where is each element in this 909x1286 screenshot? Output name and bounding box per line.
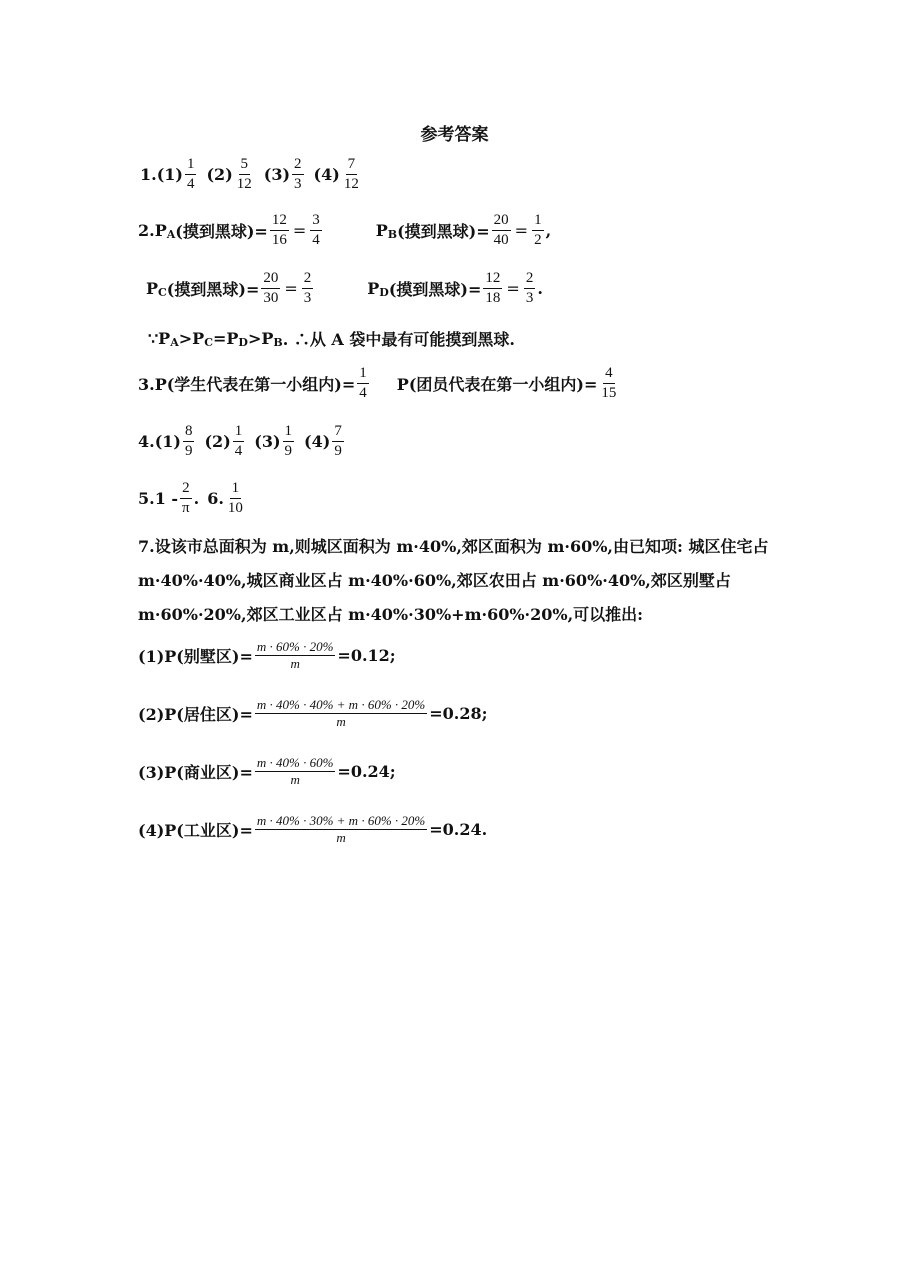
fraction: $\frac{2}{3}$ [525,270,534,306]
fraction: $\frac{3}{4}$ [312,212,320,248]
answer-2-conclusion: ∵P A >P C =P D >P B . ∴从 A 袋中最有可能摸到黑球. [148,329,515,349]
fraction: $\frac{1}{10}$ [227,480,243,516]
answer-1-part-3-label: (3) [263,164,291,184]
answer-7-part-1: (1)P(别墅区)= $\frac{m \cdot 60\% \cdot 20\%}{m}$ =0.12; [138,639,396,672]
fraction: $\frac{1}{4}$ [359,365,367,401]
page-title: 参考答案 [420,125,489,145]
fraction: $\frac{2}{\pi}$ [182,480,190,516]
fraction: $\frac{m \cdot 60\% \cdot 20\%}{m}$ [256,639,334,672]
answer-7-part-3: (3)P(商业区)= $\frac{m \cdot 40\% \cdot 60\%}{m}$ =0.24; [138,755,396,788]
fraction: $\frac{7}{12}$ [343,156,359,192]
fraction: $\frac{2}{3}$ [294,156,302,192]
fraction: $\frac{1}{4}$ [186,156,195,192]
answer-7-part-4: (4)P(工业区)= $\frac{m \cdot 40\% \cdot 30\% + m \cdot 60\% \cdot 20\%}{m}$ =0.24. [138,813,488,846]
fraction: $\frac{m \cdot 40\% \cdot 60\%}{m}$ [256,755,334,788]
fraction: $\frac{1}{4}$ [234,423,243,459]
fraction: $\frac{7}{9}$ [334,423,342,459]
fraction: $\frac{20}{30}$ [263,270,279,306]
answer-7-part-2: (2)P(居住区)= $\frac{m \cdot 40\% \cdot 40\% + m \cdot 60\% \cdot 20\%}{m}$ =0.28; [138,697,488,730]
answer-2-line-2: P C (摸到黑球)= $\frac{20}{30}$ = $\frac{2}{3}$ P D (摸到黑球)= $\frac{12}{18}$ = $\frac{2}{3}$ . [146,270,543,306]
fraction: $\frac{12}{18}$ [485,270,501,306]
answer-1-part-2-label: (2) [206,164,233,184]
fraction: $\frac{m \cdot 40\% \cdot 40\% + m \cdot 60\% \cdot 20\%}{m}$ [256,697,426,730]
answer-1-part-1-label: 1.(1) [140,164,183,184]
answer-5-6: 5.1 - $\frac{2}{\pi}$ . 6. $\frac{1}{10}$ [138,480,243,516]
answer-2-line-1: 2.P A (摸到黑球)= $\frac{12}{16}$ = $\frac{3}{4}$ P B (摸到黑球)= $\frac{20}{40}$ = $\frac{1}{2}$ , [138,212,552,248]
fraction: $\frac{4}{15}$ [601,365,617,401]
answer-1 [140,156,363,192]
fraction: $\frac{20}{40}$ [493,212,509,248]
answer-1-part-4-label: (4) [313,164,340,184]
fraction: $\frac{1}{2}$ [534,212,542,248]
fraction: $\frac{1}{9}$ [284,423,293,459]
answer-7-intro: 7.设该市总面积为 m,则城区面积为 m·40%,郊区面积为 m·60%,由已知项: 城区住宅占 m·40%·40%,城区商业区占 m·40%·60%,郊区农田占 m·60%·40%,郊区别墅占 m·60%·20%,郊区工业区占 m·40%·30%+m·60%·20%,可以推出: [138,537,769,624]
fraction: $\frac{8}{9}$ [184,423,193,459]
fraction: $\frac{m \cdot 40\% \cdot 30\% + m \cdot 60\% \cdot 20\%}{m}$ [256,813,426,846]
answer-4: 4.(1) $\frac{8}{9}$ (2) $\frac{1}{4}$ (3) $\frac{1}{9}$ (4) $\frac{7}{9}$ [138,423,342,459]
answer-3: 3.P(学生代表在第一小组内)= $\frac{1}{4}$ P(团员代表在第一小组内)= $\frac{4}{15}$ [138,365,617,401]
fraction: $\frac{2}{3}$ [303,270,312,306]
fraction: $\frac{5}{12}$ [236,156,252,192]
fraction: $\frac{12}{16}$ [271,212,287,248]
